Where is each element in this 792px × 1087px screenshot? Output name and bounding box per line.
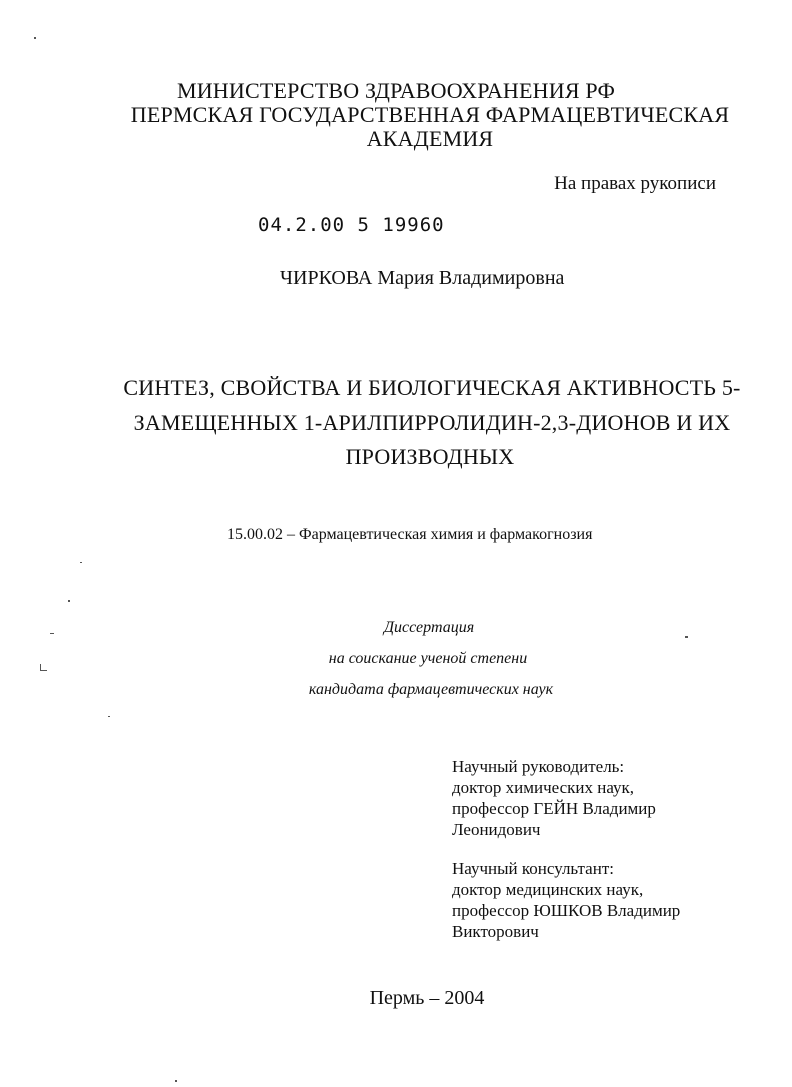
scan-speck	[50, 633, 54, 634]
title-line-3: ПРОИЗВОДНЫХ	[345, 444, 515, 469]
academy-line-2: АКАДЕМИЯ	[366, 126, 494, 151]
supervisor-role: Научный руководитель:	[452, 757, 625, 776]
author-name: ЧИРКОВА Мария Владимировна	[280, 267, 565, 289]
supervisor-name-2: Леонидович	[452, 820, 541, 839]
supervisor-name-1: профессор ГЕЙН Владимир	[452, 799, 656, 818]
degree-line-1: Диссертация	[383, 619, 475, 636]
academy-line-1: ПЕРМСКАЯ ГОСУДАРСТВЕННАЯ ФАРМАЦЕВТИЧЕСКАЯ	[130, 102, 730, 127]
rights-note: На правах рукописи	[554, 173, 716, 194]
scan-speck	[175, 1080, 177, 1082]
scan-speck	[34, 37, 36, 39]
scan-speck	[108, 716, 110, 717]
city-year: Пермь – 2004	[369, 987, 485, 1009]
degree-line-2: на соискание ученой степени	[328, 650, 528, 667]
title-line-1: СИНТЕЗ, СВОЙСТВА И БИОЛОГИЧЕСКАЯ АКТИВНОСТЬ 5-	[123, 375, 741, 400]
scan-speck	[40, 670, 47, 671]
ministry-line: МИНИСТЕРСТВО ЗДРАВООХРАНЕНИЯ РФ	[176, 78, 616, 103]
specialty-code: 15.00.02 – Фармацевтическая химия и фармакогнозия	[227, 526, 593, 543]
scan-speck	[685, 636, 688, 638]
scan-speck	[68, 600, 70, 602]
scan-speck	[80, 562, 82, 563]
consultant-degree: доктор медицинских наук,	[452, 880, 644, 899]
degree-line-3: кандидата фармацевтических наук	[308, 681, 554, 698]
title-line-2: ЗАМЕЩЕННЫХ 1-АРИЛПИРРОЛИДИН-2,3-ДИОНОВ И ИХ	[133, 410, 731, 435]
consultant-name-2: Викторович	[452, 922, 539, 941]
registration-stamp: 04.2.00 5 19960	[258, 214, 445, 236]
consultant-name-1: профессор ЮШКОВ Владимир	[452, 901, 681, 920]
supervisor-degree: доктор химических наук,	[452, 778, 635, 797]
consultant-role: Научный консультант:	[452, 859, 614, 878]
